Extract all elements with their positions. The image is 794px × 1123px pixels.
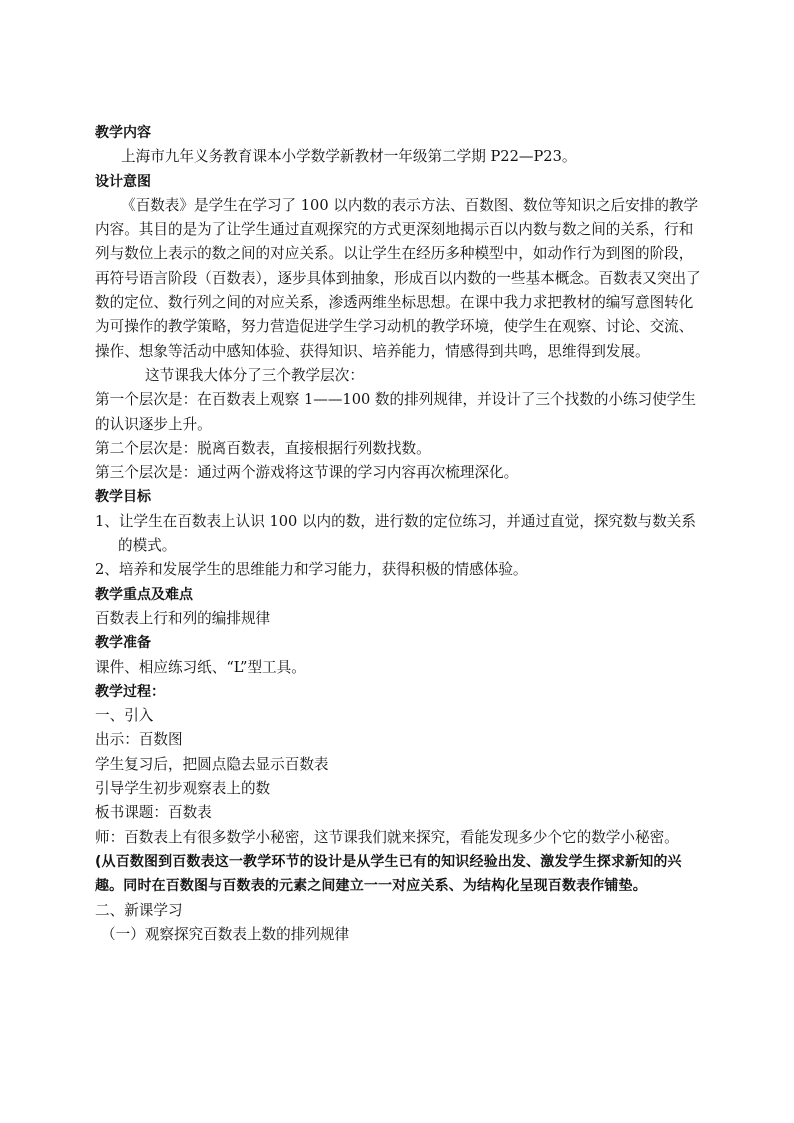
- level-two: 第二个层次是：脱离百数表，直接根据行列数找数。: [95, 439, 431, 457]
- teacher-speech: 师：百数表上有很多数学小秘密，这节课我们就来探究，看能发现多少个它的数学小秘密。: [95, 828, 679, 846]
- lesson-plan-body: [95, 121, 701, 947]
- design-intent-levels-intro: 这节课我大体分了三个教学层次：: [145, 366, 364, 384]
- sub-step-observe: （一）观察探究百数表上数的排列规律: [101, 925, 350, 943]
- heading-teaching-content: 教学内容: [95, 125, 151, 141]
- design-intent-paragraph: 《百数表》是学生在学习了 100 以内数的表示方法、百数图、数位等知识之后安排的教学内容。其目的是为了让学生通过直观探究的方式更深刻地揭示百以内数与数之间的关系，行和列与数位上表示的数之间的对应关系。以让学生在经历多种模型中，如动作行为到图的阶段，再符号语言阶段（百数表），逐步具体到抽象，形成百以内数的一些基本概念。百数表又突出了数的定位、数行列之间的对应关系，渗透两维坐标思想。在课中我力求把教材的编写意图转化为可操作的教学策略，努力营造促进学生学习动机的教学环境，使学生在观察、讨论、交流、操作、想象等活动中感知体验、获得知识、培养能力，情感得到共鸣，思维得到发展。: [95, 196, 701, 360]
- process-board: 板书课题：百数表: [95, 804, 212, 822]
- key-points-text: 百数表上行和列的编排规律: [95, 609, 271, 627]
- heading-design-intent: 设计意图: [95, 173, 151, 190]
- process-show: 出示：百数图: [95, 731, 183, 749]
- heading-teaching-prep: 教学准备: [95, 635, 151, 652]
- design-note: (从百数图到百数表这一教学环节的设计是从学生已有的知识经验出发、激发学生探求新知的兴趣。同时在百数图与百数表的元素之间建立一一对应关系、为结构化呈现百数表作铺垫。: [95, 853, 682, 895]
- heading-teaching-goals: 教学目标: [95, 489, 151, 506]
- goal-one: 1、让学生在百数表上认识 100 以内的数，进行数的定位练习，并通过直觉，探究数与数关系的模式。: [95, 512, 696, 555]
- level-three: 第三个层次是：通过两个游戏将这节课的学习内容再次梳理深化。: [95, 464, 519, 482]
- step-new-lesson: 二、新课学习: [95, 901, 183, 919]
- level-one: 第一个层次是：在百数表上观察 1——100 数的排列规律，并设计了三个找数的小练习使学生的认识逐步上升。: [95, 391, 696, 433]
- process-review: 学生复习后，把圆点隐去显示百数表: [95, 755, 329, 773]
- process-guide: 引导学生初步观察表上的数: [95, 780, 271, 798]
- goal-two: 2、培养和发展学生的思维能力和学习能力，获得积极的情感体验。: [95, 561, 528, 579]
- heading-teaching-process: 教学过程：: [95, 683, 165, 700]
- teaching-prep-text: 课件、相应练习纸、“L”型工具。: [95, 658, 306, 676]
- heading-key-points: 教学重点及难点: [95, 586, 193, 603]
- teaching-content-text: 上海市九年义务教育课本小学数学新教材一年级第二学期 P22—P23。: [121, 148, 577, 166]
- step-introduction: 一、引入: [95, 707, 154, 725]
